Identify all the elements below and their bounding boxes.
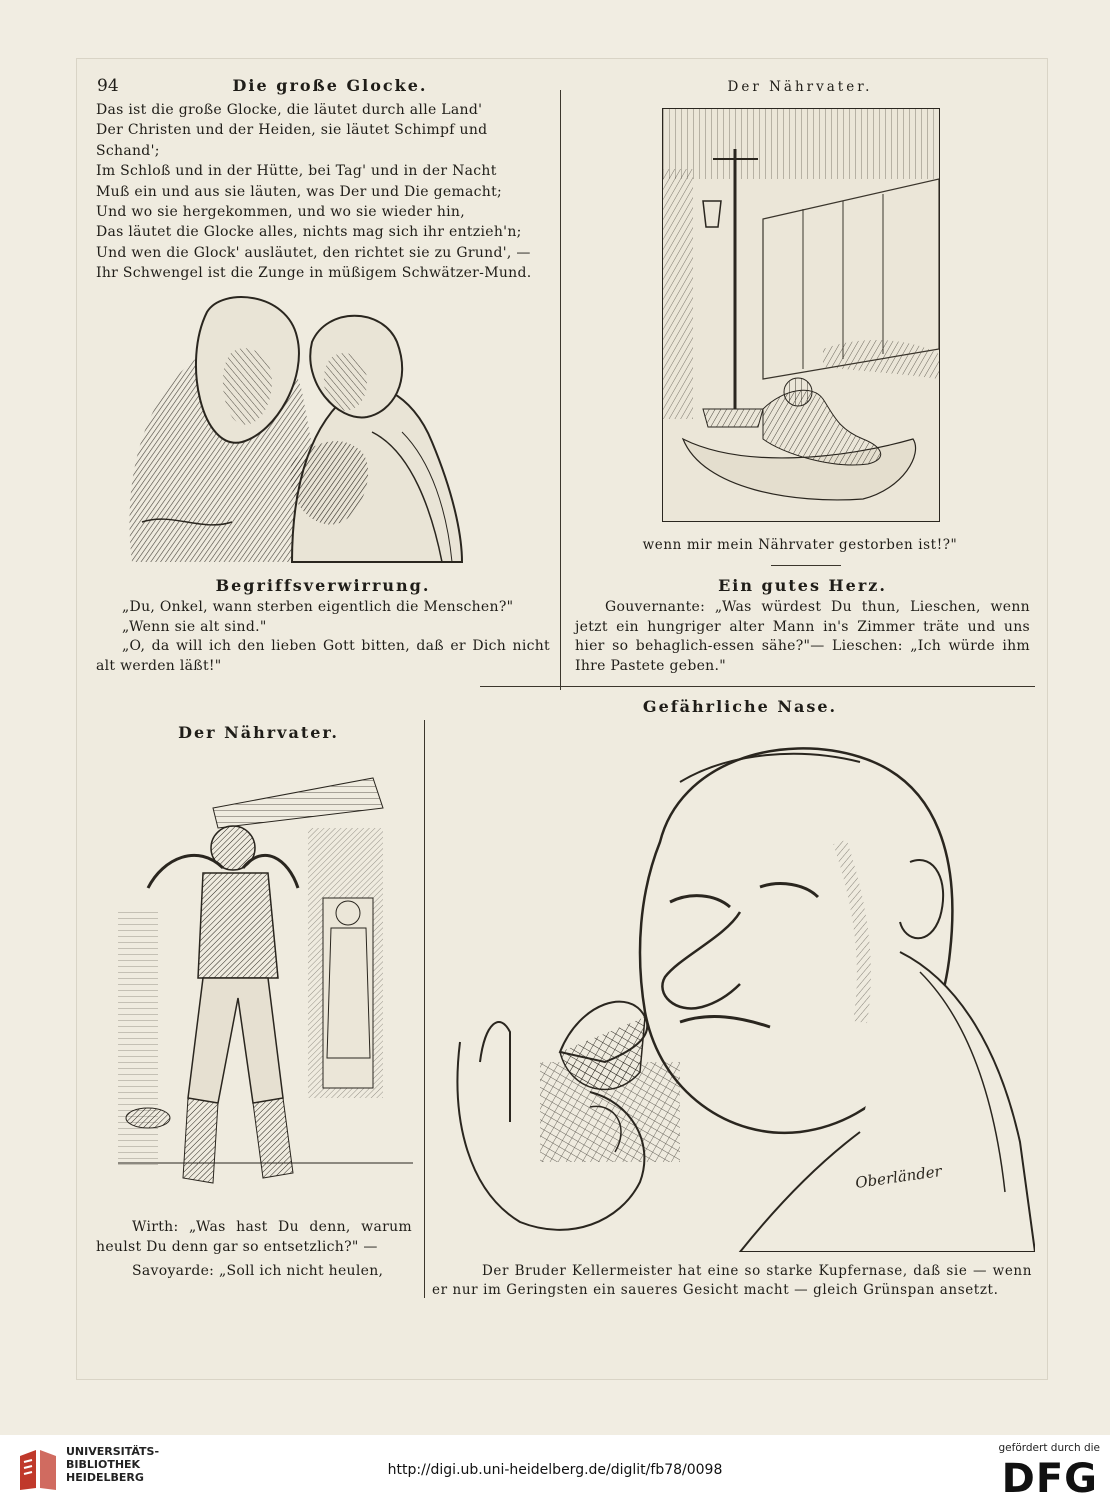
poem-line: Das ist die große Glocke, die läutet durch alle Land' (96, 102, 483, 118)
monk-illustration (440, 722, 1035, 1252)
herz-text: Gouvernante: „Was würdest Du thun, Lieschen, wenn jetzt ein hungriger alter Mann in's Zimmer träte und uns hier so behaglich-essen sähe?"— Lieschen: „Ich würde ihm Ihre Pastete geben." (575, 599, 1030, 674)
begriffs-line: „Wenn sie alt sind." (122, 618, 267, 635)
crying-boy-illustration (118, 768, 413, 1208)
column-rule-top (560, 90, 561, 690)
nase-title: Gefährliche Nase. (642, 697, 838, 716)
naehrvater-top-title: Der Nährvater. (727, 79, 873, 95)
nase-caption: Der Bruder Kellermeister hat eine so starke Kupfernase, daß sie — wenn er nur im Geringsten ein saueres Gesicht macht — gleich Grünspan ansetzt. (432, 1263, 1032, 1298)
poem-line: Und wen die Glock' ausläutet, den richtet sie zu Grund', — (96, 244, 531, 261)
dfg-logo[interactable]: DFG (1001, 1456, 1098, 1502)
naehrvater-bottom-title: Der Nährvater. (178, 723, 339, 742)
poem-line: Muß ein und aus sie läuten, was Der und Die gemacht; (96, 183, 503, 200)
bell-title: Die große Glocke. (232, 76, 428, 95)
poem-line: Ihr Schwengel ist die Zunge in müßigem Schwätzer-Mund. (96, 265, 532, 282)
page-number: 94 (97, 76, 119, 96)
dialogue-line: Wirth: „Was hast Du denn, warum heulst Du denn gar so entsetzlich?" — (96, 1219, 412, 1255)
column-rule-bottom (424, 720, 425, 1298)
gossip-illustration (112, 282, 472, 564)
artist-signature: Oberländer (854, 1162, 943, 1192)
section-rule (480, 686, 1035, 687)
source-url-link[interactable]: http://digi.ub.uni-heidelberg.de/diglit/fb78/0098 (387, 1462, 723, 1478)
poem-line: Und wo sie hergekommen, und wo sie wieder hin, (96, 204, 465, 221)
bell-poem (96, 100, 544, 284)
begriffs-line: „O, da will ich den lieben Gott bitten, daß er Dich nicht alt werden läßt!" (96, 638, 550, 674)
sleeping-boy-illustration (662, 108, 940, 522)
begriffs-line: „Du, Onkel, wann sterben eigentlich die Menschen?" (122, 599, 514, 615)
library-line: UNIVERSITÄTS- (66, 1445, 160, 1458)
library-line: BIBLIOTHEK (66, 1458, 141, 1471)
naehrvater-bottom-text (96, 1218, 412, 1282)
dialogue-line: Savoyarde: „Soll ich nicht heulen, (132, 1263, 384, 1279)
poem-line: Das läutet die Glocke alles, nichts mag sich ihr entzieh'n; (96, 224, 522, 241)
poem-line: Der Christen und der Heiden, sie läutet Schimpf und Schand'; (96, 122, 488, 159)
library-line: HEIDELBERG (66, 1471, 144, 1484)
begriffs-title: Begriffsverwirrung. (215, 576, 431, 595)
poem-line: Im Schloß und in der Hütte, bei Tag' und in der Nacht (96, 163, 497, 180)
herz-title: Ein gutes Herz. (718, 576, 887, 595)
begriffs-text (96, 598, 550, 676)
naehrvater-top-caption: wenn mir mein Nährvater gestorben ist!?" (642, 537, 958, 553)
short-rule (771, 565, 841, 566)
funded-by-label: gefördert durch die (998, 1442, 1100, 1454)
